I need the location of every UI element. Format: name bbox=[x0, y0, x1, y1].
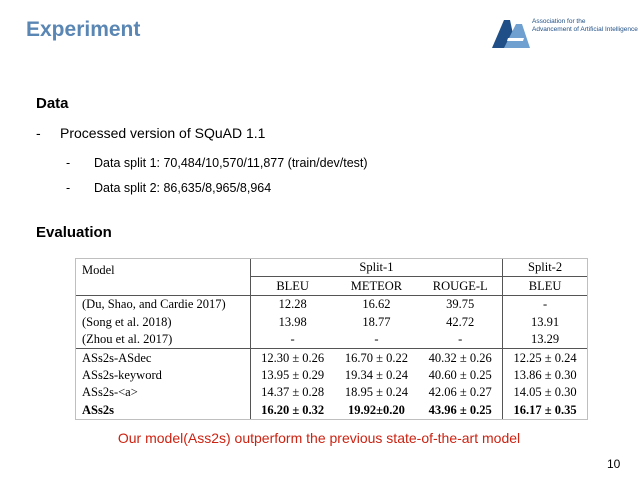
sub-bullet-text: Data split 1: 70,484/10,570/11,877 (train/dev/test) bbox=[94, 156, 368, 170]
table-row bbox=[76, 313, 587, 330]
sub-bullet-text: Data split 2: 86,635/8,965/8,964 bbox=[94, 181, 272, 195]
col-header-split2: Split-2 bbox=[503, 259, 587, 277]
slide-title: Experiment bbox=[26, 18, 141, 41]
cell-value: 42.06 ± 0.27 bbox=[428, 385, 492, 400]
cell-value: 12.30 ± 0.26 bbox=[250, 349, 334, 367]
table-row bbox=[76, 384, 587, 401]
table-row bbox=[76, 296, 587, 314]
sub-header: BLEU bbox=[503, 277, 587, 296]
bullet-dash: - bbox=[36, 125, 41, 141]
results-table bbox=[75, 258, 588, 420]
cell-value: 19.92±0.20 bbox=[347, 402, 405, 417]
cell-value: 42.72 bbox=[446, 314, 475, 329]
cell-value: 16.62 bbox=[335, 296, 419, 314]
cell-value: 16.17 ± 0.35 bbox=[503, 402, 587, 419]
bullet-text: Processed version of SQuAD 1.1 bbox=[60, 125, 266, 141]
cell-value: 40.60 ± 0.25 bbox=[428, 368, 492, 382]
cell-model: (Du, Shao, and Cardie 2017) bbox=[76, 296, 250, 314]
cell-model: ASs2s-ASdec bbox=[76, 349, 250, 367]
sub-header: BLEU bbox=[250, 277, 334, 296]
sub-bullet-item bbox=[66, 156, 368, 170]
cell-value: 12.28 bbox=[250, 296, 334, 314]
table-row bbox=[76, 367, 587, 384]
table-row bbox=[76, 349, 587, 367]
evaluation-heading: Evaluation bbox=[36, 224, 112, 241]
logo-line: Association for the bbox=[532, 18, 586, 25]
cell-value: 13.91 bbox=[503, 313, 587, 330]
cell-model: ASs2s-keyword bbox=[82, 368, 162, 382]
cell-value: 13.98 bbox=[250, 313, 334, 330]
sub-header: ROUGE-L bbox=[418, 277, 502, 296]
data-heading: Data bbox=[36, 95, 69, 112]
results-caption: Our model(Ass2s) outperform the previous state-of-the-art model bbox=[117, 430, 521, 446]
sub-bullet-item bbox=[66, 181, 271, 195]
bullet-dash: - bbox=[66, 181, 71, 195]
cell-model: (Zhou et al. 2017) bbox=[82, 332, 173, 347]
cell-model: (Song et al. 2018) bbox=[82, 314, 172, 329]
table-row bbox=[76, 331, 587, 349]
logo-text bbox=[532, 18, 638, 34]
page-number: 10 bbox=[607, 457, 621, 471]
cell-value: 13.86 ± 0.30 bbox=[503, 367, 587, 384]
cell-value: 13.29 bbox=[503, 331, 587, 349]
cell-value: - bbox=[458, 332, 463, 347]
sub-header: METEOR bbox=[335, 277, 419, 296]
col-header-model: Model bbox=[82, 263, 115, 277]
cell-value: - bbox=[250, 331, 334, 349]
cell-value: 13.95 ± 0.29 bbox=[250, 367, 334, 384]
cell-value: 43.96 ± 0.25 bbox=[428, 402, 492, 417]
cell-value: 14.05 ± 0.30 bbox=[503, 384, 587, 401]
cell-model: ASs2s-<a> bbox=[82, 385, 138, 400]
col-header-split1: Split-1 bbox=[250, 259, 502, 277]
table-row bbox=[76, 402, 587, 419]
cell-value: 18.95 ± 0.24 bbox=[344, 385, 408, 400]
cell-value: 18.77 bbox=[362, 314, 391, 329]
cell-value: 12.25 ± 0.24 bbox=[503, 349, 587, 367]
cell-value: 16.20 ± 0.32 bbox=[250, 402, 334, 419]
cell-value: 19.34 ± 0.24 bbox=[344, 368, 408, 382]
cell-value: 16.70 ± 0.22 bbox=[335, 349, 419, 367]
cell-value: - bbox=[503, 296, 587, 314]
cell-value: 14.37 ± 0.28 bbox=[250, 384, 334, 401]
bullet-item bbox=[36, 125, 265, 141]
cell-value: - bbox=[374, 332, 379, 347]
cell-value: 40.32 ± 0.26 bbox=[418, 349, 502, 367]
bullet-dash: - bbox=[66, 156, 71, 170]
cell-value: 39.75 bbox=[418, 296, 502, 314]
cell-model: ASs2s bbox=[82, 402, 114, 417]
logo-line: Advancement of Artificial Intelligence bbox=[532, 26, 638, 33]
